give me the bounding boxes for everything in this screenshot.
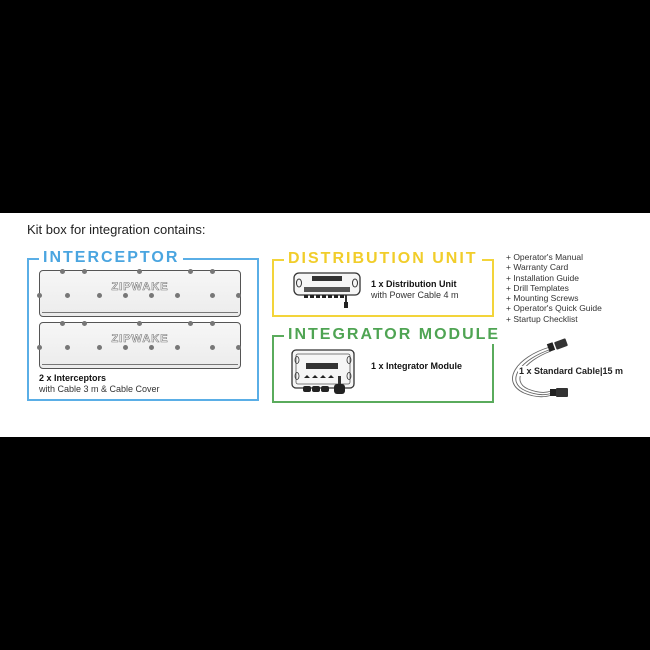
distribution-unit-title: DISTRIBUTION UNIT [284,250,482,268]
integrator-module-section [272,326,501,403]
zipwake-logo: ZIPWAKE [111,281,169,293]
list-item: + Drill Templates [506,282,569,293]
extras-list [506,252,602,324]
integrator-module-caption [371,361,462,372]
interceptor-detail: with Cable 3 m & Cable Cover [39,384,160,394]
list-item: + Startup Checklist [506,313,578,324]
interceptor-count: 2 x Interceptors [39,373,107,383]
list-item: + Operator's Quick Guide [506,303,602,314]
integrator-module-image [290,348,356,398]
list-item: + Warranty Card [506,262,569,273]
list-item: + Mounting Screws [506,293,579,304]
standard-cable-label: 1 x Standard Cable|15 m [519,366,624,376]
distribution-unit-count: 1 x Distribution Unit [371,279,457,289]
interceptor-caption [39,373,160,395]
interceptor-title: INTERCEPTOR [39,249,183,267]
interceptor-plate-image [39,322,241,369]
integrator-module-title: INTEGRATOR MODULE [284,326,504,344]
zipwake-logo: ZIPWAKE [111,333,169,345]
distribution-unit-image [292,271,362,313]
distribution-unit-caption [371,279,459,301]
list-item: + Operator's Manual [506,252,583,262]
interceptor-plate-image [39,270,241,317]
kit-heading: Kit box for integration contains: [27,222,206,237]
integrator-module-count: 1 x Integrator Module [371,361,463,371]
distribution-unit-detail: with Power Cable 4 m [371,290,459,300]
list-item: + Installation Guide [506,272,580,283]
distribution-unit-section [272,250,494,317]
interceptor-section [27,249,259,401]
